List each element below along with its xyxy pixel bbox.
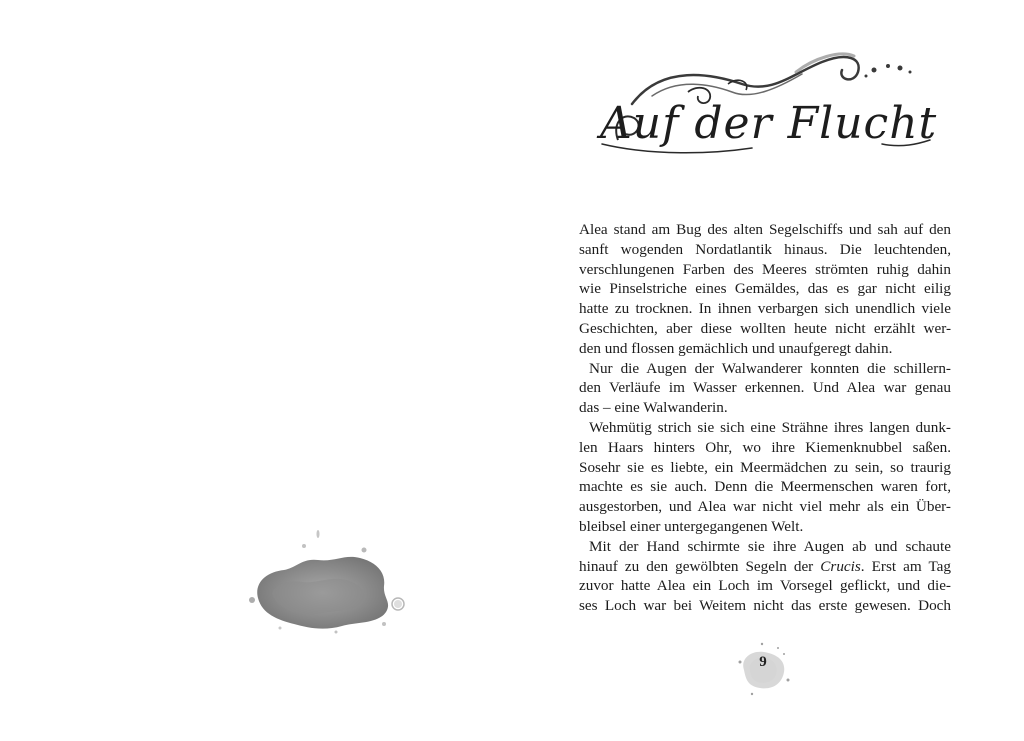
text-line: len Haars hinters Ohr, wo ihre Kiemenknubbel saßen. [579, 438, 951, 456]
text-line: zuvor hatte Alea ein Loch im Vorsegel geflickt, und die- [579, 577, 951, 595]
text-line: den und flossen gemächlich und unaufgeregt dahin. [579, 339, 893, 357]
paragraph [579, 220, 951, 359]
text-line [579, 557, 951, 577]
text-line: wie Pinselstriche eines Gemäldes, das es gar nicht eilig [579, 280, 951, 298]
text-line: ausgestorben, und Alea war nicht viel mehr als ein Über- [579, 498, 951, 516]
text-line: bleibsel einer untergegangenen Welt. [579, 517, 804, 535]
text-line: Sosehr sie es liebte, ein Meermädchen zu sein, so traurig [579, 458, 951, 476]
text-line: Alea stand am Bug des alten Segelschiffs und sah auf den [579, 221, 951, 238]
text-line: machte es sie auch. Denn die Meermenschen waren fort, [579, 478, 951, 496]
text-line: Mit der Hand schirmte sie ihre Augen ab und schaute [589, 537, 951, 555]
text-run: hinauf zu den gewölbten Segeln der [579, 557, 821, 575]
text-run: . Erst am Tag [860, 557, 951, 575]
text-line: sanft wogenden Nordatlantik hinaus. Die leuchtenden, [579, 240, 951, 258]
text-line: verschlungenen Farben des Meeres strömten ruhig dahin [579, 260, 951, 278]
page-number: 9 [759, 654, 767, 670]
paragraph [579, 418, 951, 537]
text-line: ses Loch war bei Weitem nicht das erste gewesen. Doch [579, 597, 951, 615]
body-text [579, 220, 951, 616]
text-line: Geschichten, aber diese wollten heute nicht erzählt wer- [579, 319, 951, 337]
paragraph [579, 359, 951, 418]
ship-name: Crucis [820, 557, 861, 575]
paragraph [579, 537, 951, 616]
chapter-title: Auf der Flucht [600, 98, 938, 149]
watercolor-ink-blot [244, 528, 414, 636]
text-line: Wehmütig strich sie sich eine Strähne ihres langen dunk- [589, 418, 951, 436]
text-line: den Verläufe im Wasser erkennen. Und Alea war genau [579, 379, 951, 397]
text-line: Nur die Augen der Walwanderer konnten die schillern- [589, 359, 951, 377]
text-line: das – eine Walwanderin. [579, 399, 728, 417]
text-line: hatte zu trocknen. In ihnen verbargen sich unendlich viele [579, 300, 951, 318]
